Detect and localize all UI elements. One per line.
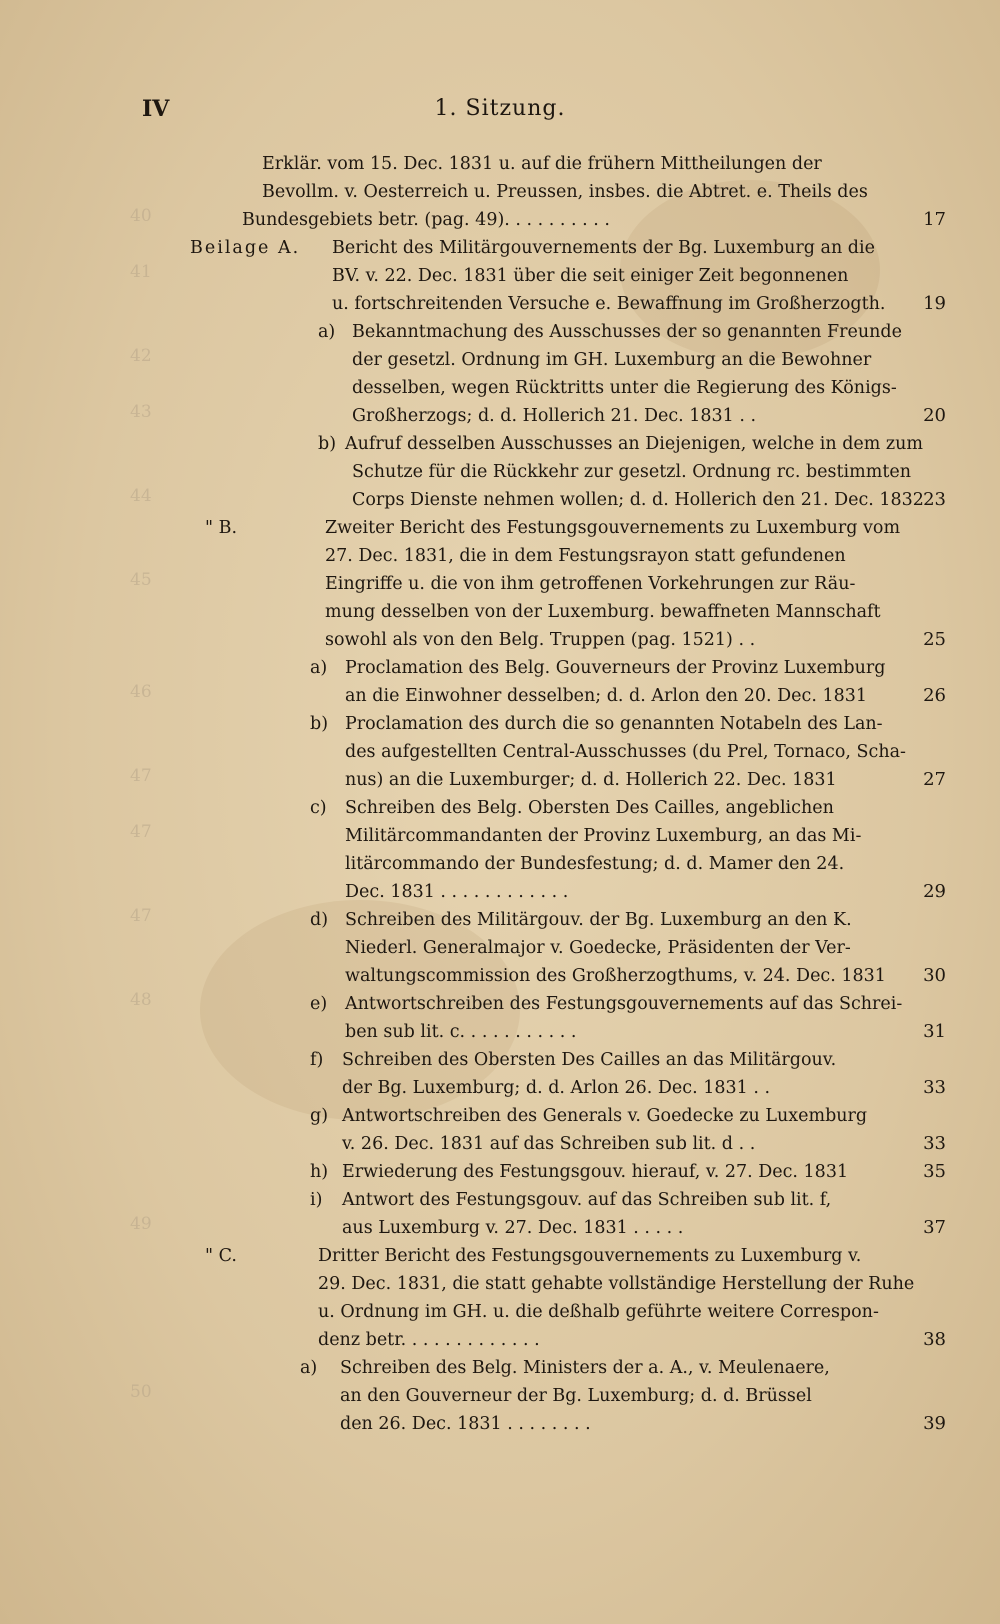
entry-text: mung desselben von der Luxemburg. bewaffneten Mannschaft — [325, 602, 881, 622]
entry-label: a) — [300, 1358, 318, 1378]
entry-label: b) — [318, 434, 337, 454]
entry-label: g) — [310, 1106, 329, 1126]
entry-text: an die Einwohner desselben; d. d. Arlon den 20. Dec. 1831 — [345, 686, 867, 706]
entry-label: " C. — [205, 1246, 237, 1266]
entry-text: Proclamation des durch die so genannten Notabeln des Lan- — [345, 714, 883, 734]
entry-text: Schreiben des Obersten Des Cailles an das Militärgouv. — [342, 1050, 837, 1070]
running-head: 1. Sitzung. — [434, 96, 566, 121]
entry-text: Corps Dienste nehmen wollen; d. d. Hollerich den 21. Dec. 1832 — [352, 490, 924, 510]
entry-text: ben sub lit. c. . . . . . . . . . . — [345, 1022, 577, 1042]
ghost-margin-number: 48 — [130, 990, 152, 1010]
entry-label: h) — [310, 1162, 329, 1182]
entry-text: waltungscommission des Großherzogthums, v. 24. Dec. 1831 — [345, 966, 886, 986]
entry-page-number: 31 — [923, 1021, 946, 1042]
entry-page-number: 37 — [923, 1217, 946, 1238]
ghost-margin-number: 47 — [130, 822, 152, 842]
entry-label: i) — [310, 1190, 323, 1210]
entry-page-number: 17 — [923, 209, 946, 230]
entry-page-number: 27 — [923, 769, 946, 790]
entry-text: Militärcommandanten der Provinz Luxemburg, an das Mi- — [345, 826, 862, 846]
entry-text: nus) an die Luxemburger; d. d. Hollerich 22. Dec. 1831 — [345, 770, 837, 790]
entry-text: Eingriffe u. die von ihm getroffenen Vorkehrungen zur Räu- — [325, 574, 856, 594]
entry-text: Bekanntmachung des Ausschusses der so genannten Freunde — [352, 322, 902, 342]
entry-text: Dec. 1831 . . . . . . . . . . . . — [345, 882, 569, 902]
entry-label: b) — [310, 714, 329, 734]
entry-page-number: 25 — [923, 629, 946, 650]
ghost-margin-number: 44 — [130, 486, 152, 506]
entry-text: litärcommando der Bundesfestung; d. d. Mamer den 24. — [345, 854, 845, 874]
entry-page-number: 39 — [923, 1413, 946, 1434]
entry-text: u. Ordnung im GH. u. die deßhalb geführte weitere Correspon- — [318, 1302, 879, 1322]
entry-text: des aufgestellten Central-Ausschusses (du Prel, Tornaco, Scha- — [345, 742, 906, 762]
entry-page-number: 29 — [923, 881, 946, 902]
entry-text: Bundesgebiets betr. (pag. 49). . . . . . . . . . — [242, 210, 610, 230]
entry-text: BV. v. 22. Dec. 1831 über die seit einiger Zeit begonnenen — [332, 266, 849, 286]
entry-text: Schreiben des Belg. Ministers der a. A., v. Meulenaere, — [340, 1358, 830, 1378]
entry-label: f) — [310, 1050, 324, 1070]
entry-text: Bericht des Militärgouvernements der Bg. Luxemburg an die — [332, 238, 875, 258]
entry-label: d) — [310, 910, 329, 930]
entry-text: Proclamation des Belg. Gouverneurs der Provinz Luxemburg — [345, 658, 886, 678]
entry-text: Zweiter Bericht des Festungsgouvernements zu Luxemburg vom — [325, 518, 901, 538]
ghost-margin-number: 50 — [130, 1382, 152, 1402]
entry-text: Schutze für die Rückkehr zur gesetzl. Ordnung rc. bestimmten — [352, 462, 912, 482]
entry-text: der gesetzl. Ordnung im GH. Luxemburg an die Bewohner — [352, 350, 872, 370]
page-number: IV — [142, 96, 170, 122]
ghost-margin-number: 45 — [130, 570, 152, 590]
entry-text: denz betr. . . . . . . . . . . . . — [318, 1330, 540, 1350]
entry-page-number: 33 — [923, 1133, 946, 1154]
entry-text: der Bg. Luxemburg; d. d. Arlon 26. Dec. 1831 . . — [342, 1078, 771, 1098]
entry-label: a) — [310, 658, 328, 678]
entry-text: Erklär. vom 15. Dec. 1831 u. auf die frühern Mittheilungen der — [262, 154, 822, 174]
entry-label: a) — [318, 322, 336, 342]
entry-text: desselben, wegen Rücktritts unter die Regierung des Königs- — [352, 378, 897, 398]
entry-text: Erwiederung des Festungsgouv. hierauf, v. 27. Dec. 1831 — [342, 1162, 849, 1182]
ghost-margin-number: 41 — [130, 262, 152, 282]
entry-page-number: 33 — [923, 1077, 946, 1098]
entry-text: 27. Dec. 1831, die in dem Festungsrayon statt gefundenen — [325, 546, 846, 566]
entry-text: 29. Dec. 1831, die statt gehabte vollständige Herstellung der Ruhe — [318, 1274, 915, 1294]
entry-page-number: 38 — [923, 1329, 946, 1350]
ghost-margin-number: 46 — [130, 682, 152, 702]
entry-text: Großherzogs; d. d. Hollerich 21. Dec. 1831 . . — [352, 406, 757, 426]
entry-label: c) — [310, 798, 327, 818]
entry-page-number: 20 — [923, 405, 946, 426]
entry-text: Schreiben des Militärgouv. der Bg. Luxemburg an den K. — [345, 910, 852, 930]
ghost-margin-number: 42 — [130, 346, 152, 366]
entry-text: Bevollm. v. Oesterreich u. Preussen, insbes. die Abtret. e. Theils des — [262, 182, 868, 202]
entry-page-number: 23 — [923, 489, 946, 510]
entry-text: sowohl als von den Belg. Truppen (pag. 1521) . . — [325, 630, 756, 650]
entry-text: Antwortschreiben des Generals v. Goedecke zu Luxemburg — [342, 1106, 868, 1126]
entry-text: Aufruf desselben Ausschusses an Diejenigen, welche in dem zum — [345, 434, 924, 454]
entry-text: an den Gouverneur der Bg. Luxemburg; d. d. Brüssel — [340, 1386, 812, 1406]
entry-text: Dritter Bericht des Festungsgouvernements zu Luxemburg v. — [318, 1246, 862, 1266]
entry-text: den 26. Dec. 1831 . . . . . . . . — [340, 1414, 591, 1434]
ghost-margin-number: 47 — [130, 766, 152, 786]
entry-text: u. fortschreitenden Versuche e. Bewaffnung im Großherzogth. — [332, 294, 886, 314]
ghost-margin-number: 43 — [130, 402, 152, 422]
entry-page-number: 26 — [923, 685, 946, 706]
entry-label: Beilage A. — [190, 238, 301, 258]
entry-text: Niederl. Generalmajor v. Goedecke, Präsidenten der Ver- — [345, 938, 851, 958]
entry-page-number: 30 — [923, 965, 946, 986]
ghost-margin-number: 49 — [130, 1214, 152, 1234]
entry-label: e) — [310, 994, 328, 1014]
entry-text: Schreiben des Belg. Obersten Des Cailles, angeblichen — [345, 798, 834, 818]
entry-text: v. 26. Dec. 1831 auf das Schreiben sub lit. d . . — [342, 1134, 756, 1154]
entry-page-number: 19 — [923, 293, 946, 314]
entry-text: Antwort des Festungsgouv. auf das Schreiben sub lit. f, — [342, 1190, 832, 1210]
page-header — [0, 96, 1000, 126]
entry-text: Antwortschreiben des Festungsgouvernements auf das Schrei- — [345, 994, 903, 1014]
entry-text: aus Luxemburg v. 27. Dec. 1831 . . . . . — [342, 1218, 684, 1238]
entry-page-number: 35 — [923, 1161, 946, 1182]
ghost-margin-number: 40 — [130, 206, 152, 226]
ghost-margin-number: 47 — [130, 906, 152, 926]
entry-label: " B. — [205, 518, 238, 538]
